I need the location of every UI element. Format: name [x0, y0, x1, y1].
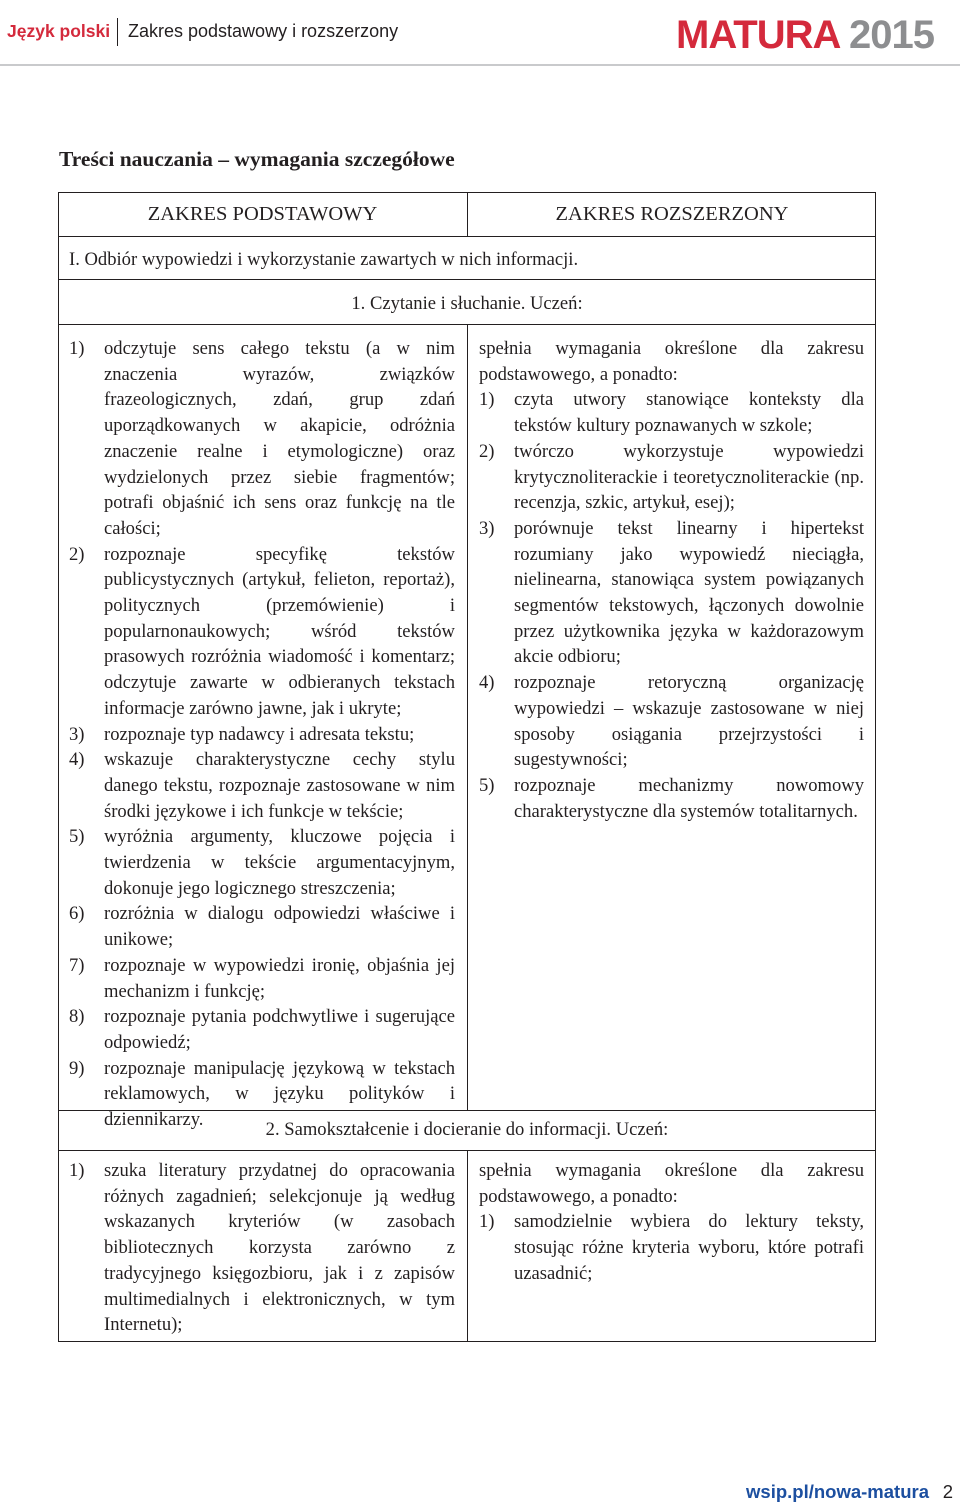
list-item-text: twórczo wykorzystuje wypowiedzi krytycznoliterackie i teoretycznoliterackie (np. recenzja, szkic, artykuł, esej); — [514, 440, 864, 514]
list-item-text: rozróżnia w dialogu odpowiedzi właściwe i unikowe; — [104, 903, 455, 951]
list-item: 1) samodzielnie wybiera do lektury teksty, stosując różne kryteria wyboru, które potrafi uzasadnić; — [479, 1211, 864, 1284]
list-item-text: rozpoznaje typ nadawcy i adresata tekstu; — [104, 723, 415, 745]
list-item: 5) wyróżnia argumenty, kluczowe pojęcia i twierdzenia w tekście argumentacyjnym, dokonuje jego logicznego streszczenia; — [69, 826, 455, 899]
list-item: 1) odczytuje sens całego tekstu (a w nim znaczenia wyrazów, związków frazeologicznych, zdań, grup zdań uporządkowanych w akapicie, odróżnia znaczenie realne i etymologiczne) oraz wydzielonych przez siebie fragmentów; potrafi objaśnić ich sens oraz funkcję na tle całości; — [69, 338, 455, 539]
list-item: 8) rozpoznaje pytania podchwytliwe i sugerujące odpowiedź; — [69, 1006, 455, 1053]
page-number: 2 — [942, 1481, 953, 1502]
group2-basic-cell — [69, 1158, 455, 1338]
scope-label: Zakres podstawowy i rozszerzony — [128, 21, 399, 41]
group2-column-divider — [467, 1150, 468, 1342]
list-item-text: wyróżnia argumenty, kluczowe pojęcia i twierdzenia w tekście argumentacyjnym, dokonuje jego logicznego streszczenia; — [104, 826, 455, 899]
list-item-text: rozpoznaje w wypowiedzi ironię, objaśnia jej mechanizm i funkcję; — [104, 954, 455, 1002]
list-item-text: rozpoznaje mechanizmy nowomowy charakterystyczne dla systemów totalitarnych. — [514, 774, 864, 822]
list-item-text: rozpoznaje retoryczną organizację wypowiedzi – wskazuje zastosowane w niej sposoby osiągania przejrzystości i sugestywności; — [514, 672, 864, 771]
group2-extended-lead: spełnia wymagania określone dla zakresu podstawowego, a ponadto: — [479, 1160, 864, 1207]
footer-link[interactable]: wsip.pl/nowa-matura — [746, 1481, 929, 1502]
part-title: I. Odbiór wypowiedzi i wykorzystanie zawartych w nich informacji. — [69, 249, 579, 270]
list-item-text: rozpoznaje pytania podchwytliwe i sugerujące odpowiedź; — [104, 1006, 455, 1053]
group1-basic-list — [69, 336, 455, 1133]
list-item-text: rozpoznaje specyfikę tekstów publicystycznych (artykuł, felieton, reportaż), politycznych (przemówienie) i popularnonaukowych; wśród tekstów prasowych rozróżnia wiadomość i komentarz; odczytuje zawarte w odbieranych tekstach informacje zarówno jawne, jak i ukryte; — [104, 543, 455, 719]
column-header-basic: ZAKRES PODSTAWOWY — [147, 203, 378, 225]
group1-extended-cell — [479, 336, 864, 824]
part-row-divider — [58, 279, 876, 280]
group1-title: 1. Czytanie i słuchanie. Uczeń: — [351, 293, 583, 314]
header-rule — [0, 64, 960, 66]
list-item: 2) rozpoznaje specyfikę tekstów publicystycznych (artykuł, felieton, reportaż), politycznych (przemówienie) i popularnonaukowych; wśród tekstów prasowych rozróżnia wiadomość i komentarz; odczytuje zawarte w odbieranych tekstach informacje zarówno jawne, jak i ukryte; — [69, 543, 455, 719]
group2-basic-list — [69, 1158, 455, 1338]
table-border-left — [58, 192, 59, 1342]
list-item: 9) rozpoznaje manipulację językową w tekstach reklamowych, w języku polityków i dziennikarzy. — [69, 1057, 455, 1131]
group1-basic-cell — [69, 336, 455, 1133]
requirements-table — [58, 192, 876, 1342]
list-item: 1) szuka literatury przydatnej do opracowania różnych zagadnień; selekcjonuje ją według wskazanych kryteriów (w zasobach bibliotecznych korzysta zarówno z tradycyjnego księgozbioru, jak i z zapisów multimedialnych i elektronicznych, w tym Internetu); — [69, 1160, 455, 1336]
table-border-right — [875, 192, 876, 1342]
group2-title: 2. Samokształcenie i docieranie do informacji. Uczeń: — [265, 1119, 669, 1140]
list-item: 4) wskazuje charakterystyczne cechy stylu danego tekstu, rozpoznaje zastosowane w nim środki językowe i ich funkcje w tekście; — [69, 749, 455, 822]
list-item-text: porównuje tekst linearny i hipertekst rozumiany jako wypowiedź nieciągła, nielinearna, stanowiąca system powiązanych segmentów tekstowych, łączonych dowolnie przez użytkownika języka w każdorazowym akcie odbioru; — [514, 517, 864, 668]
subject-label: Język polski — [7, 21, 111, 41]
list-item: 7) rozpoznaje w wypowiedzi ironię, objaśnia jej mechanizm i funkcję; — [69, 954, 455, 1002]
section-title: Treści nauczania – wymagania szczegółowe — [59, 147, 455, 171]
group2-extended-list — [479, 1209, 864, 1286]
list-item: 3) porównuje tekst linearny i hipertekst rozumiany jako wypowiedź nieciągła, nielinearna, stanowiąca system powiązanych segmentów tekstowych, łączonych dowolnie przez użytkownika języka w każdorazowym akcie odbioru; — [479, 517, 864, 668]
matura-logo — [676, 13, 934, 57]
list-item: 2) twórczo wykorzystuje wypowiedzi krytycznoliterackie i teoretycznoliterackie (np. recenzja, szkic, artykuł, esej); — [479, 440, 864, 514]
list-item: 3) rozpoznaje typ nadawcy i adresata tekstu; — [69, 723, 415, 745]
header-row-divider — [58, 236, 876, 237]
list-item-text: wskazuje charakterystyczne cechy stylu danego tekstu, rozpoznaje zastosowane w nim środki językowe i ich funkcje w tekście; — [104, 749, 455, 822]
matura-logo-word: MATURA — [676, 13, 839, 57]
page-header — [0, 0, 960, 66]
list-item: 4) rozpoznaje retoryczną organizację wypowiedzi – wskazuje zastosowane w niej sposoby osiągania przejrzystości i sugestywności; — [479, 672, 864, 771]
list-item: 5) rozpoznaje mechanizmy nowomowy charakterystyczne dla systemów totalitarnych. — [479, 774, 864, 822]
group1-extended-lead: spełnia wymagania określone dla zakresu podstawowego, a ponadto: — [479, 338, 864, 385]
list-item-text: samodzielnie wybiera do lektury teksty, stosując różne kryteria wyboru, które potrafi uzasadnić; — [514, 1211, 864, 1284]
list-item-text: rozpoznaje manipulację językową w tekstach reklamowych, w języku polityków i dziennikarzy. — [104, 1057, 455, 1131]
group1-extended-list — [479, 387, 864, 824]
group2-extended-cell — [479, 1158, 864, 1287]
list-item-text: czyta utwory stanowiące konteksty dla tekstów kultury poznawanych w szkole; — [514, 389, 864, 437]
list-item-text: szuka literatury przydatnej do opracowania różnych zagadnień; selekcjonuje ją według wskazanych kryteriów (w zasobach bibliotecznych korzysta zarówno z tradycyjnego księgozbioru, jak i z zapisów multimedialnych i elektronicznych, w tym Internetu); — [104, 1160, 455, 1336]
list-item-text: odczytuje sens całego tekstu (a w nim znaczenia wyrazów, związków frazeologicznych, zdań, grup zdań uporządkowanych w akapicie, odróżnia znaczenie realne i etymologiczne) oraz wydzielonych przez siebie fragmentów; potrafi objaśnić ich sens oraz funkcję na tle całości; — [104, 338, 455, 539]
list-item: 1) czyta utwory stanowiące konteksty dla tekstów kultury poznawanych w szkole; — [479, 389, 864, 437]
group1-column-divider — [467, 324, 468, 1110]
header-divider — [117, 18, 118, 46]
column-header-extended: ZAKRES ROZSZERZONY — [555, 203, 789, 225]
matura-logo-year: 2015 — [849, 13, 934, 57]
list-item: 6) rozróżnia w dialogu odpowiedzi właściwe i unikowe; — [69, 903, 455, 951]
